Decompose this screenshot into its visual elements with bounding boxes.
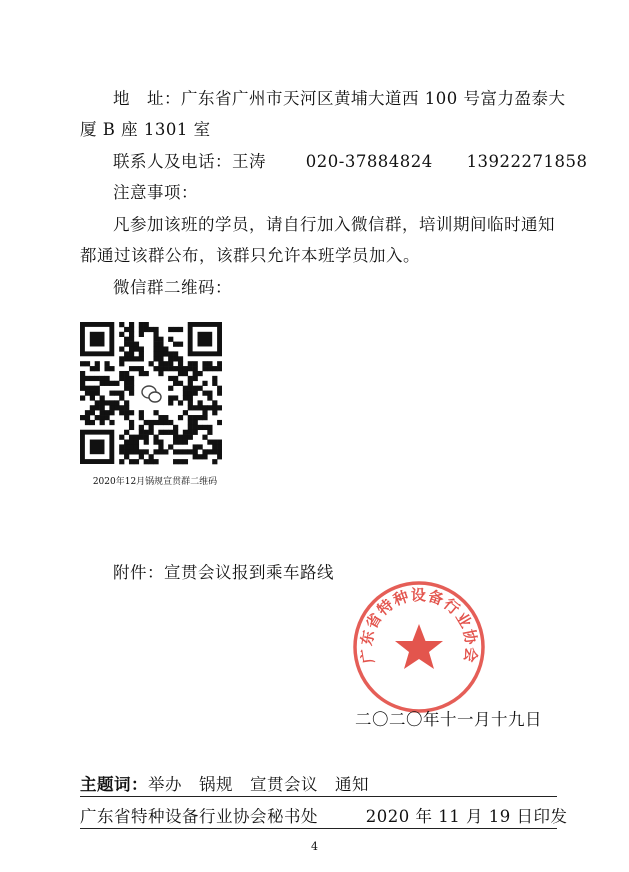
qr-finder-bottom-left bbox=[82, 432, 111, 461]
subject-label: 主题词： bbox=[80, 775, 148, 794]
address-line-1 bbox=[113, 85, 565, 109]
footer-rule-bottom bbox=[80, 828, 557, 829]
attachment-line bbox=[113, 559, 334, 583]
wechat-qr-code bbox=[80, 322, 222, 466]
seal-graphic bbox=[350, 578, 488, 716]
qr-caption: 2020年12月锅规宣贯群二维码 bbox=[92, 477, 218, 487]
wechat-label: 微信群二维码： bbox=[113, 278, 232, 297]
qr-finder-top-right bbox=[190, 324, 219, 353]
qr-finder-top-left bbox=[82, 324, 111, 353]
contact-name: 王涛 bbox=[232, 152, 266, 171]
wechat-group-icon bbox=[137, 380, 165, 408]
official-seal bbox=[350, 578, 488, 716]
issuer-name: 广东省特种设备行业协会秘书处 bbox=[80, 807, 318, 826]
notes-heading: 注意事项： bbox=[113, 183, 198, 202]
contact-line bbox=[113, 148, 588, 172]
issue-date: 2020 年 11 月 19 日印发 bbox=[365, 807, 568, 826]
seal-text: 广东省特种设备行业协会 bbox=[357, 586, 481, 665]
page-number: 4 bbox=[311, 840, 318, 853]
seal-star-icon bbox=[395, 624, 443, 669]
issuer-line bbox=[80, 803, 567, 827]
qr-code-graphic bbox=[80, 322, 222, 466]
signing-date: 二〇二〇年十一月十九日 bbox=[355, 710, 542, 729]
address-label: 地 址： bbox=[113, 89, 181, 108]
contact-phone-office: 020-37884824 bbox=[305, 152, 433, 171]
contact-label: 联系人及电话： bbox=[113, 152, 232, 171]
footer-rule-top bbox=[80, 796, 557, 797]
contact-phone-mobile: 13922271858 bbox=[466, 152, 588, 171]
notes-line-2: 都通过该群公布，该群只允许本班学员加入。 bbox=[80, 246, 420, 265]
notes-line-1: 凡参加该班的学员，请自行加入微信群，培训期间临时通知 bbox=[113, 215, 555, 234]
subject-line bbox=[80, 771, 369, 795]
attachment-label: 附件： bbox=[113, 563, 164, 582]
attachment-text: 宣贯会议报到乘车路线 bbox=[164, 563, 334, 582]
address-text: 广东省广州市天河区黄埔大道西 100 号富力盈泰大 bbox=[181, 89, 566, 108]
subject-terms: 举办 锅规 宣贯会议 通知 bbox=[148, 775, 369, 794]
address-line-2: 厦 B 座 1301 室 bbox=[80, 120, 211, 139]
